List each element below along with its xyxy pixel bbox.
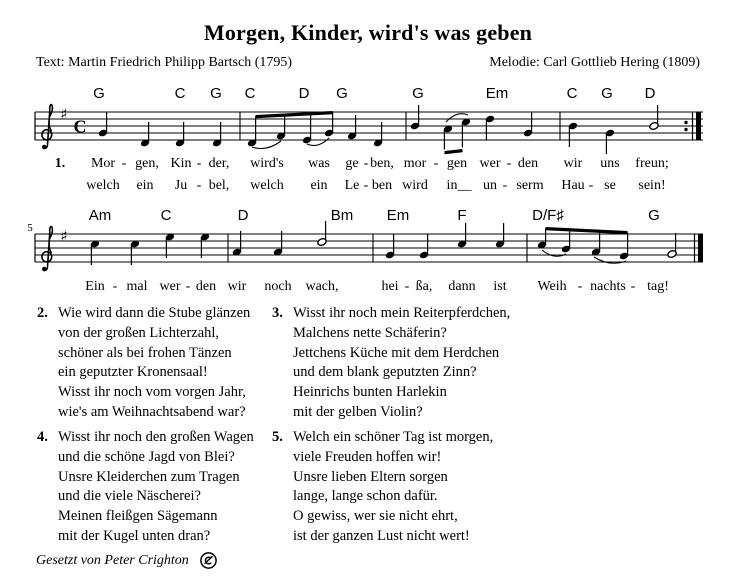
lyric-syllable: hei: [381, 279, 399, 294]
lyric-syllable: Ein: [85, 279, 105, 294]
note: [273, 231, 283, 256]
chord-label: Bm: [330, 207, 354, 224]
chord-label: D: [237, 207, 249, 224]
chord-label: D/F♯: [532, 207, 564, 224]
chord-label: G: [210, 85, 222, 102]
repeat-dot: [684, 121, 687, 124]
note: [232, 231, 242, 256]
staff: [35, 112, 703, 140]
lyric-syllable: ist: [493, 279, 507, 294]
verse-line: wie's am Weihnachtsabend war?: [58, 403, 246, 420]
note: [212, 122, 222, 147]
chord-label: G: [648, 207, 660, 224]
slur: [542, 250, 566, 256]
note: [591, 231, 601, 256]
lyric-syllable: ben: [371, 178, 393, 193]
verse-line: schöner als bei frohen Tänzen: [58, 344, 232, 361]
slur: [594, 257, 626, 263]
lyric-syllable: was: [308, 156, 330, 171]
lyric-syllable: serm: [516, 178, 544, 193]
lyric-syllable: Hau: [561, 178, 585, 193]
verse-line: Meinen fleißgen Sägemann: [58, 508, 218, 525]
verse-number: 4.: [37, 429, 48, 445]
lyric-syllable: bel,: [208, 178, 230, 193]
lyric-syllable: nachts: [590, 279, 626, 294]
slur: [252, 141, 281, 149]
lyric-syllable: -: [506, 156, 512, 171]
lyric-syllable: in__: [446, 178, 472, 193]
lyric-syllable: uns: [600, 156, 620, 171]
lyric-syllable: sein!: [638, 178, 666, 193]
note: [276, 115, 286, 140]
lyric-syllable: mor: [403, 156, 427, 171]
repeat-barline-thick: [696, 112, 701, 140]
verse-number: 3.: [272, 305, 283, 321]
verse-line: Heinrichs bunten Harlekin: [293, 384, 447, 401]
measure-number: 5: [27, 222, 33, 234]
verse-line: O gewiss, wer sie nicht ehrt,: [293, 508, 458, 525]
lyric-syllable: -: [196, 178, 202, 193]
note: [605, 129, 615, 154]
note: [98, 112, 108, 137]
lyric-syllable: gen: [446, 156, 468, 171]
verse-line: und die viele Näscherei?: [58, 488, 201, 505]
lyric-syllable: freun;: [635, 156, 669, 171]
verse-line: Unsre lieben Eltern sorgen: [293, 468, 448, 485]
key-signature-sharp: ♯: [60, 227, 68, 245]
beam: [256, 111, 333, 118]
lyric-syllable: wird's: [250, 156, 284, 171]
lyric-syllable: un: [483, 178, 497, 193]
lyric-syllable: mal: [126, 279, 148, 294]
verse-block: [37, 304, 290, 423]
chord-label: D: [298, 85, 310, 102]
lyric-syllable: se: [604, 178, 616, 193]
note: [561, 230, 571, 254]
lyric-syllable: -: [433, 156, 439, 171]
note: [302, 114, 312, 145]
text-credit: Text: Martin Friedrich Philipp Bartsch (1795): [36, 55, 293, 70]
verse-number: 1.: [54, 156, 66, 171]
verse-number: 5.: [272, 429, 283, 445]
lyric-syllable: Mor: [90, 156, 116, 171]
verse-number: 2.: [37, 305, 48, 321]
lyric-syllable: -: [404, 279, 410, 294]
note: [443, 125, 453, 150]
verse-line: Wie wird dann die Stube glänzen: [58, 305, 251, 321]
footer: [36, 551, 218, 570]
note: [410, 105, 420, 130]
melody-credit: Melodie: Carl Gottlieb Hering (1809): [489, 55, 700, 70]
note: [324, 112, 334, 137]
verse-line: Wisst ihr noch vom vorgen Jahr,: [58, 384, 246, 401]
lyric-syllable: Ju: [174, 178, 188, 193]
lyric-syllable: den: [195, 279, 217, 294]
note: [568, 122, 578, 147]
beam: [445, 149, 463, 154]
chord-label: C: [244, 85, 256, 102]
note: [523, 112, 533, 137]
verse-line: ein geputzter Kronensaal!: [58, 364, 208, 381]
verse-line: lange, lange schon dafür.: [293, 488, 438, 505]
lyric-syllable: -: [121, 156, 127, 171]
lyric-syllable: -: [588, 178, 594, 193]
note: [130, 240, 140, 265]
song-title: Morgen, Kinder, wird's was geben: [203, 20, 533, 45]
note: [140, 122, 150, 147]
lyric-syllable: welch: [250, 178, 284, 193]
note: [457, 223, 467, 248]
chord-label: C: [566, 85, 578, 102]
lyric-syllable: Kin: [170, 156, 192, 171]
staff: [35, 234, 703, 262]
slur: [307, 138, 329, 146]
verse-line: Unsre Kleiderchen zum Tragen: [58, 468, 240, 485]
lyric-syllable: wach,: [305, 279, 339, 294]
chord-label: Am: [88, 207, 112, 224]
beam: [546, 227, 628, 234]
chord-label: F: [457, 207, 467, 224]
lyric-syllable: der,: [208, 156, 230, 171]
lyric-syllable: wird: [402, 178, 428, 193]
lyric-syllable: wir: [227, 279, 247, 294]
verse-block: [37, 428, 290, 547]
verse-line: und dem blank geputzten Zinn?: [293, 364, 477, 381]
lyric-syllable: wer: [159, 279, 181, 294]
verse-block: [272, 428, 525, 547]
verse-line: viele Freuden hoffen wir!: [293, 448, 442, 465]
lyric-syllable: ßa,: [415, 279, 433, 294]
note: [165, 233, 175, 258]
typesetter-credit: Gesetzt von Peter Crighton: [36, 552, 189, 568]
cc0-icon: [199, 551, 218, 570]
chord-label: C: [160, 207, 172, 224]
chord-label: G: [601, 85, 613, 102]
verse-line: von der großen Lichterzahl,: [58, 324, 220, 341]
verse-line: Malchens nette Schäferin?: [293, 324, 447, 341]
key-signature-sharp: ♯: [60, 105, 68, 123]
lyric-syllable: ein: [136, 178, 154, 193]
lyric-syllable: -: [502, 178, 508, 193]
verse-line: mit der gelben Violin?: [293, 403, 423, 420]
lyric-syllable: -: [363, 178, 369, 193]
note: [200, 233, 210, 258]
slur: [446, 114, 468, 122]
note: [537, 229, 547, 250]
lyric-syllable: wer: [479, 156, 501, 171]
note: [317, 221, 327, 246]
lyric-syllable: -: [196, 156, 202, 171]
lyric-syllable: noch: [264, 279, 292, 294]
lyric-syllable: ben,: [370, 156, 394, 171]
note: [667, 233, 677, 258]
lyric-syllable: -: [185, 279, 191, 294]
note: [495, 223, 505, 248]
note: [385, 234, 395, 259]
note: [649, 105, 659, 130]
verse-line: Jettchens Küche mit dem Herdchen: [293, 344, 500, 361]
final-barline-thick: [698, 234, 703, 262]
note: [347, 115, 357, 140]
verse-line: mit der Kugel unten dran?: [58, 527, 211, 544]
chord-label: Em: [485, 85, 509, 102]
lyric-syllable: gen,: [135, 156, 159, 171]
repeat-dot: [684, 128, 687, 131]
lyric-syllable: welch: [86, 178, 120, 193]
lyric-syllable: ein: [310, 178, 328, 193]
note: [90, 240, 100, 265]
lyric-syllable: -: [630, 279, 636, 294]
lyric-syllable: Weih: [537, 279, 567, 294]
lyric-syllable: ge: [345, 156, 359, 171]
chord-label: C: [174, 85, 186, 102]
note: [485, 115, 495, 140]
verse-block: [272, 304, 525, 423]
lyric-syllable: -: [112, 279, 118, 294]
note: [419, 234, 429, 259]
chord-label: G: [93, 85, 105, 102]
verse-line: und die schöne Jagd von Blei?: [58, 448, 235, 465]
chord-label: G: [412, 85, 424, 102]
note: [175, 122, 185, 147]
note: [373, 122, 383, 147]
treble-clef-icon: [42, 105, 53, 150]
time-signature: C: [73, 116, 87, 137]
note: [247, 116, 257, 147]
treble-clef-icon: [42, 227, 53, 272]
lyric-syllable: dann: [448, 279, 476, 294]
chord-label: G: [336, 85, 348, 102]
verse-line: ist der ganzen Lust nicht wert!: [293, 527, 470, 544]
lyric-syllable: -: [577, 279, 583, 294]
note: [461, 118, 471, 148]
verse-line: Welch ein schöner Tag ist morgen,: [293, 429, 494, 445]
chord-label: D: [644, 85, 656, 102]
lyric-syllable: wir: [563, 156, 583, 171]
lyric-syllable: -: [363, 156, 369, 171]
note: [619, 233, 629, 261]
lyric-syllable: den: [517, 156, 539, 171]
lyric-syllable: Le: [344, 178, 360, 193]
verse-line: Wisst ihr noch den großen Wagen: [58, 429, 254, 445]
chord-label: Em: [386, 207, 410, 224]
lyric-syllable: tag!: [647, 279, 669, 294]
verse-line: Wisst ihr noch mein Reiterpferdchen,: [293, 305, 511, 321]
